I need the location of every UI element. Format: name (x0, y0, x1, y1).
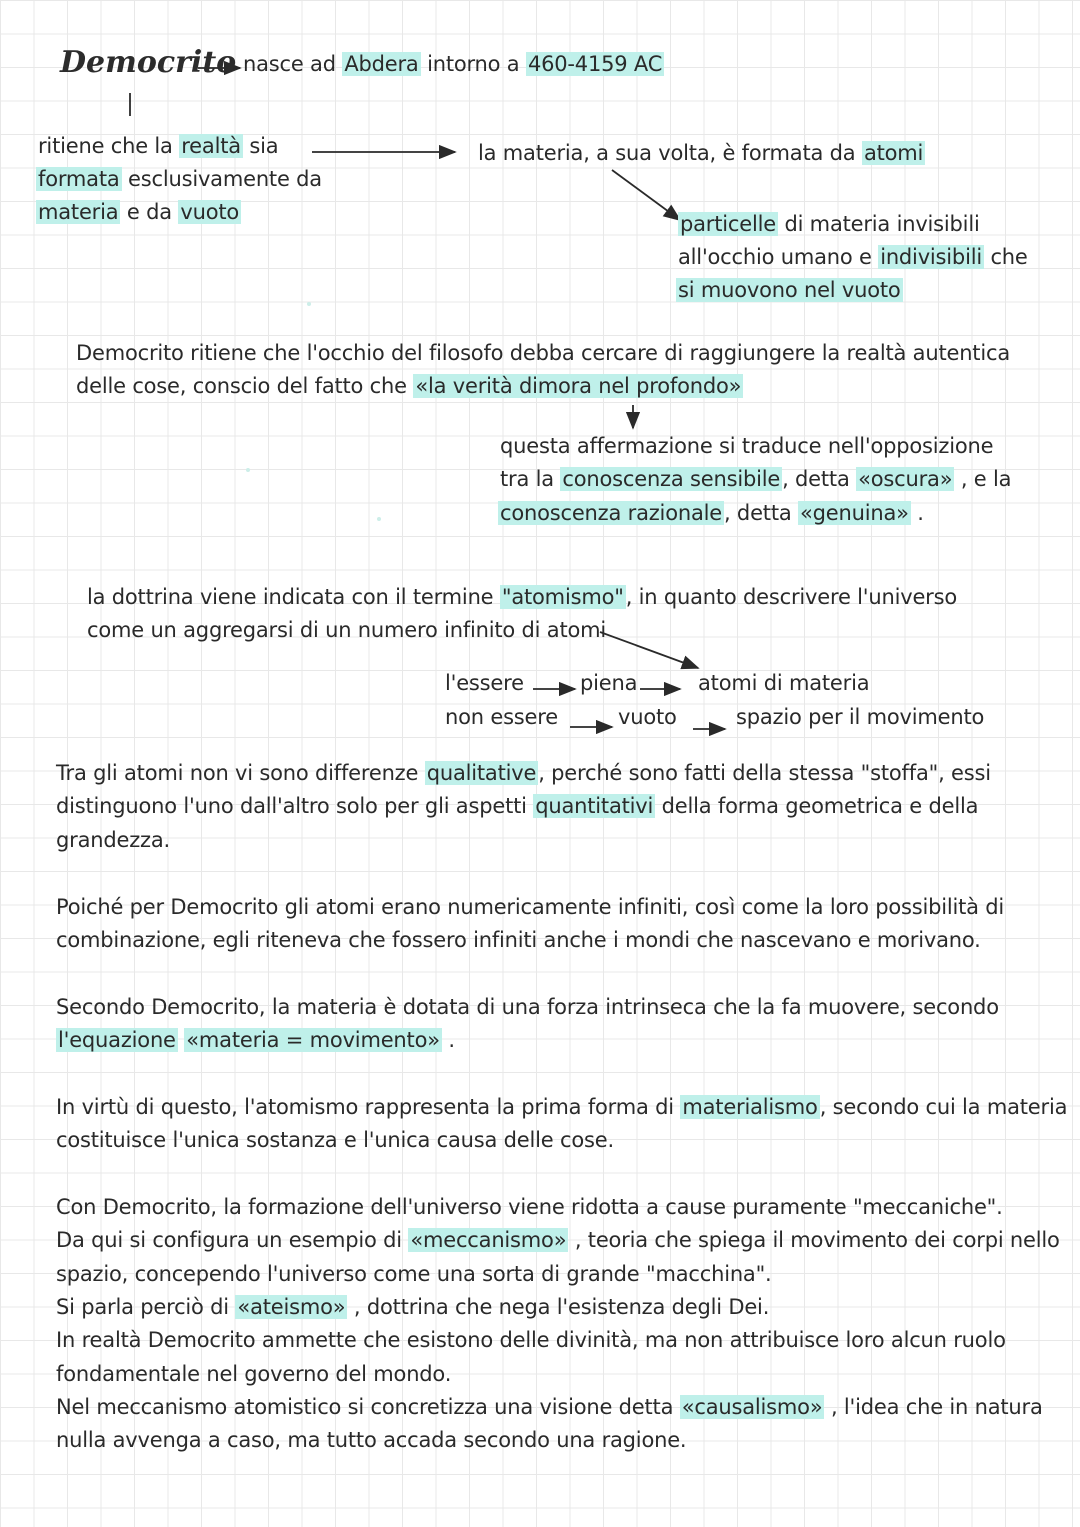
knowledge-line-2: tra la conoscenza sensibile, detta «oscura» , e la (500, 467, 1012, 491)
quality-line-2: distinguono l'uno dall'altro solo per gli aspetti quantitativi della forma geometrica e della (56, 794, 979, 818)
scheme-atomi-materia: atomi di materia (698, 671, 870, 695)
mechanism-line-3: spazio, concependo l'universo come una sorta di grande "macchina". (56, 1262, 772, 1286)
scheme-non-essere: non essere (445, 705, 558, 729)
atomism-line-2: come un aggregarsi di un numero infinito di atomi (87, 618, 607, 642)
mechanism-line-5: In realtà Democrito ammette che esistono delle divinità, ma non attribuisce loro alcun ruolo (56, 1328, 1006, 1352)
mechanism-line-1: Con Democrito, la formazione dell'universo viene ridotta a cause puramente "meccaniche". (56, 1195, 1003, 1219)
arrow-atomism-scheme (600, 632, 698, 668)
ink-dot (377, 517, 381, 521)
worlds-line-1: Poiché per Democrito gli atomi erano numericamente infiniti, così come la loro possibilità di (56, 895, 1005, 919)
materialism-line-2: costituisce l'unica sostanza e l'unica causa delle cose. (56, 1128, 614, 1152)
particles-line-3: si muovono nel vuoto (678, 278, 901, 302)
reality-line-3: materia e da vuoto (38, 200, 240, 224)
quality-line-1: Tra gli atomi non vi sono differenze qualitative, perché sono fatti della stessa "stoffa", essi (56, 761, 991, 785)
reality-line-2: formata esclusivamente da (38, 167, 322, 191)
mechanism-line-4: Si parla perciò di «ateismo» , dottrina che nega l'esistenza degli Dei. (56, 1295, 770, 1319)
quality-line-3: grandezza. (56, 828, 170, 852)
ink-dot (307, 302, 311, 306)
atomism-line-1: la dottrina viene indicata con il termine "atomismo", in quanto descrivere l'universo (87, 585, 957, 609)
scheme-vuoto: vuoto (618, 705, 677, 729)
worlds-line-2: combinazione, egli riteneva che fossero infiniti anche i mondi che nascevano e morivano. (56, 928, 981, 952)
page-title: Democrito (60, 45, 237, 80)
scheme-essere: l'essere (445, 671, 524, 695)
scheme-piena: piena (580, 671, 638, 695)
matter-line: la materia, a sua volta, è formata da atomi (478, 141, 924, 165)
mechanism-line-8: nulla avvenga a caso, ma tutto accada secondo una ragione. (56, 1428, 687, 1452)
particles-line-2: all'occhio umano e indivisibili che (678, 245, 1028, 269)
ink-dot (246, 468, 250, 472)
force-line-1: Secondo Democrito, la materia è dotata di una forza intrinseca che la fa muovere, secondo (56, 995, 999, 1019)
scheme-spazio: spazio per il movimento (736, 705, 985, 729)
force-line-2: l'equazione «materia = movimento» . (58, 1028, 455, 1052)
knowledge-line-1: questa affermazione si traduce nell'opposizione (500, 434, 994, 458)
arrow-matter-particles (612, 170, 680, 220)
particles-line-1: particelle di materia invisibili (680, 212, 980, 236)
truth-line-2: delle cose, conscio del fatto che «la verità dimora nel profondo» (76, 374, 742, 398)
reality-line-1: ritiene che la realtà sia (38, 134, 279, 158)
mechanism-line-7: Nel meccanismo atomistico si concretizza una visione detta «causalismo» , l'idea che in natura (56, 1395, 1043, 1419)
knowledge-line-3: conoscenza razionale, detta «genuina» . (500, 501, 924, 525)
mechanism-line-2: Da qui si configura un esempio di «meccanismo» , teoria che spiega il movimento dei corpi nello (56, 1228, 1060, 1252)
truth-line-1: Democrito ritiene che l'occhio del filosofo debba cercare di raggiungere la realtà autentica (76, 341, 1010, 365)
materialism-line-1: In virtù di questo, l'atomismo rappresenta la prima forma di materialismo, secondo cui la materia (56, 1095, 1068, 1119)
mechanism-line-6: fondamentale nel governo del mondo. (56, 1362, 452, 1386)
birth-line: nasce ad Abdera intorno a 460-4159 AC (243, 52, 663, 76)
